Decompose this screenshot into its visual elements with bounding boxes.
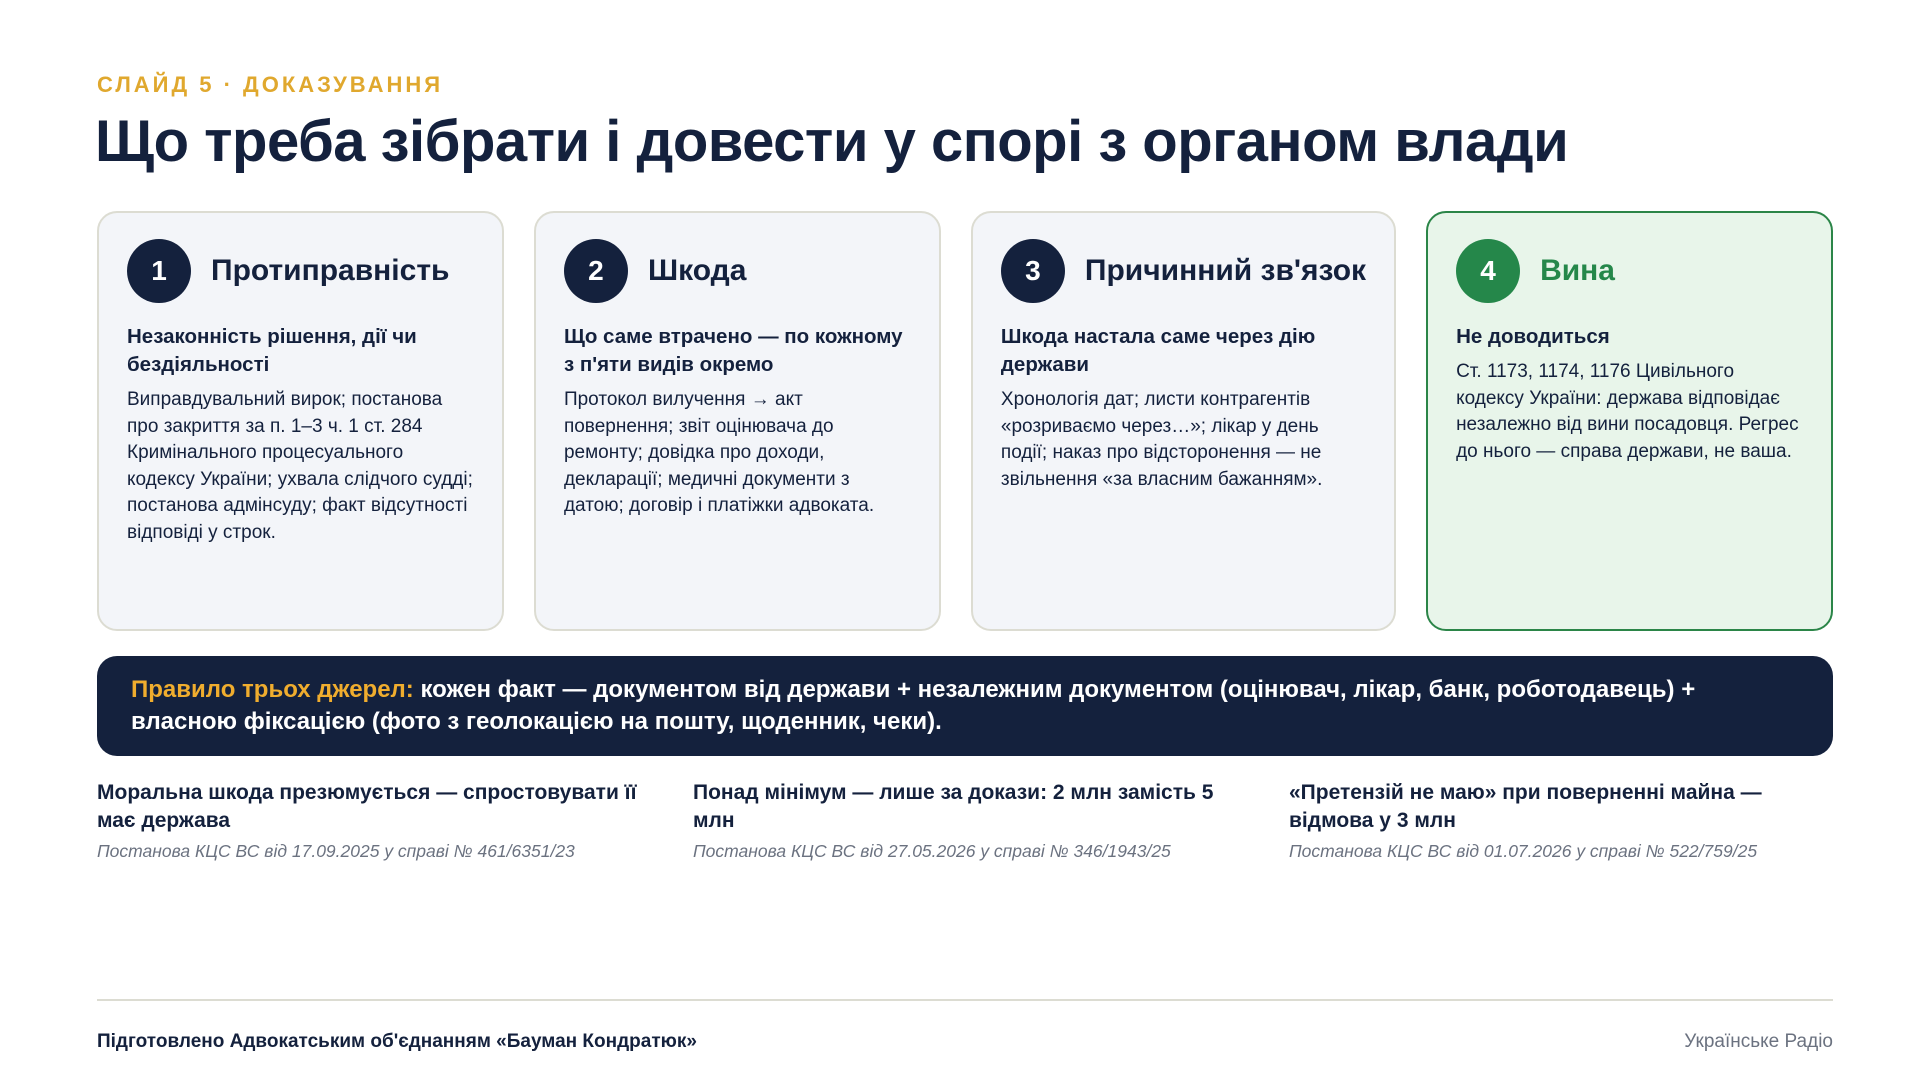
card-header [1001,239,1366,303]
footer-credit: Підготовлено Адвокатським об'єднанням «Бауман Кондратюк» [97,1031,697,1052]
case-title: Понад мінімум — лише за докази: 2 млн замість 5 млн [693,781,1214,832]
card-unlawfulness [97,211,504,631]
card-header [127,239,474,303]
card-title: Вина [1540,254,1615,287]
card-title: Шкода [647,254,747,287]
card-fault [1426,211,1833,631]
case-reference: Постанова КЦС ВС від 17.09.2025 у справі № 461/6351/23 [97,841,575,861]
step-number-badge: 2 [564,239,628,303]
card-body: Ст. 1173, 1174, 1176 Цивільного кодексу України: держава відповідає незалежно від вини посадовця. Регрес до нього — справа держави, не ваша. [1456,361,1799,462]
step-number-badge: 3 [1001,239,1065,303]
card-damage [534,211,941,631]
slide-eyebrow: СЛАЙД 5 · ДОКАЗУВАННЯ [97,72,444,97]
card-subtitle: Незаконність рішення, дії чи бездіяльності [127,325,417,376]
case-item [97,779,641,863]
card-body: Хронологія дат; листи контрагентів «розриваємо через…»; лікар у день події; наказ про відсторонення — не звільнення «за власним бажанням». [1000,389,1323,490]
step-number-badge: 1 [127,239,191,303]
three-sources-rule-banner [97,656,1833,756]
case-title: «Претензій не маю» при поверненні майна — відмова у 3 млн [1289,781,1762,832]
card-header [1456,239,1803,303]
card-body: Протокол вилучення → акт повернення; звіт оцінювача до ремонту; довідка про доходи, декларації; медичні документи з датою; договір і платіжки адвоката. [563,389,875,516]
card-causation [971,211,1396,631]
rule-lead: Правило трьох джерел: [131,676,414,703]
evidence-cards [97,211,1833,631]
slide-title: Що треба зібрати і довести у спорі з органом влади [95,109,1569,174]
case-law-list [97,779,1833,863]
case-title: Моральна шкода презюмується — спростовувати її має держава [97,781,637,832]
card-header [564,239,911,303]
case-item [693,779,1237,863]
card-subtitle: Шкода настала саме через дію держави [1000,325,1316,376]
footer-brand: Українське Радіо [1684,1031,1833,1052]
card-body: Виправдувальний вирок; постанова про закриття за п. 1–3 ч. 1 ст. 284 Кримінального процесуального кодексу України; ухвала слідчого судді; постанова адмінсуду; факт відсутності відповіді у строк. [127,389,473,543]
card-title: Причинний зв'язок [1084,254,1367,287]
card-title: Протиправність [211,254,450,287]
case-item [1289,779,1833,863]
step-number-badge: 4 [1456,239,1520,303]
card-subtitle: Що саме втрачено — по кожному з п'яти видів окремо [563,325,903,376]
rule-text: кожен факт — документом від держави + незалежним документом (оцінювач, лікар, банк, роботодавець) + власною фіксацією (фото з геолокацією на пошту, щоденник, чеки). [131,676,1696,735]
footer-divider [97,999,1833,1001]
card-subtitle: Не доводиться [1456,325,1610,348]
case-reference: Постанова КЦС ВС від 27.05.2026 у справі № 346/1943/25 [693,841,1171,861]
case-reference: Постанова КЦС ВС від 01.07.2026 у справі № 522/759/25 [1289,841,1758,861]
